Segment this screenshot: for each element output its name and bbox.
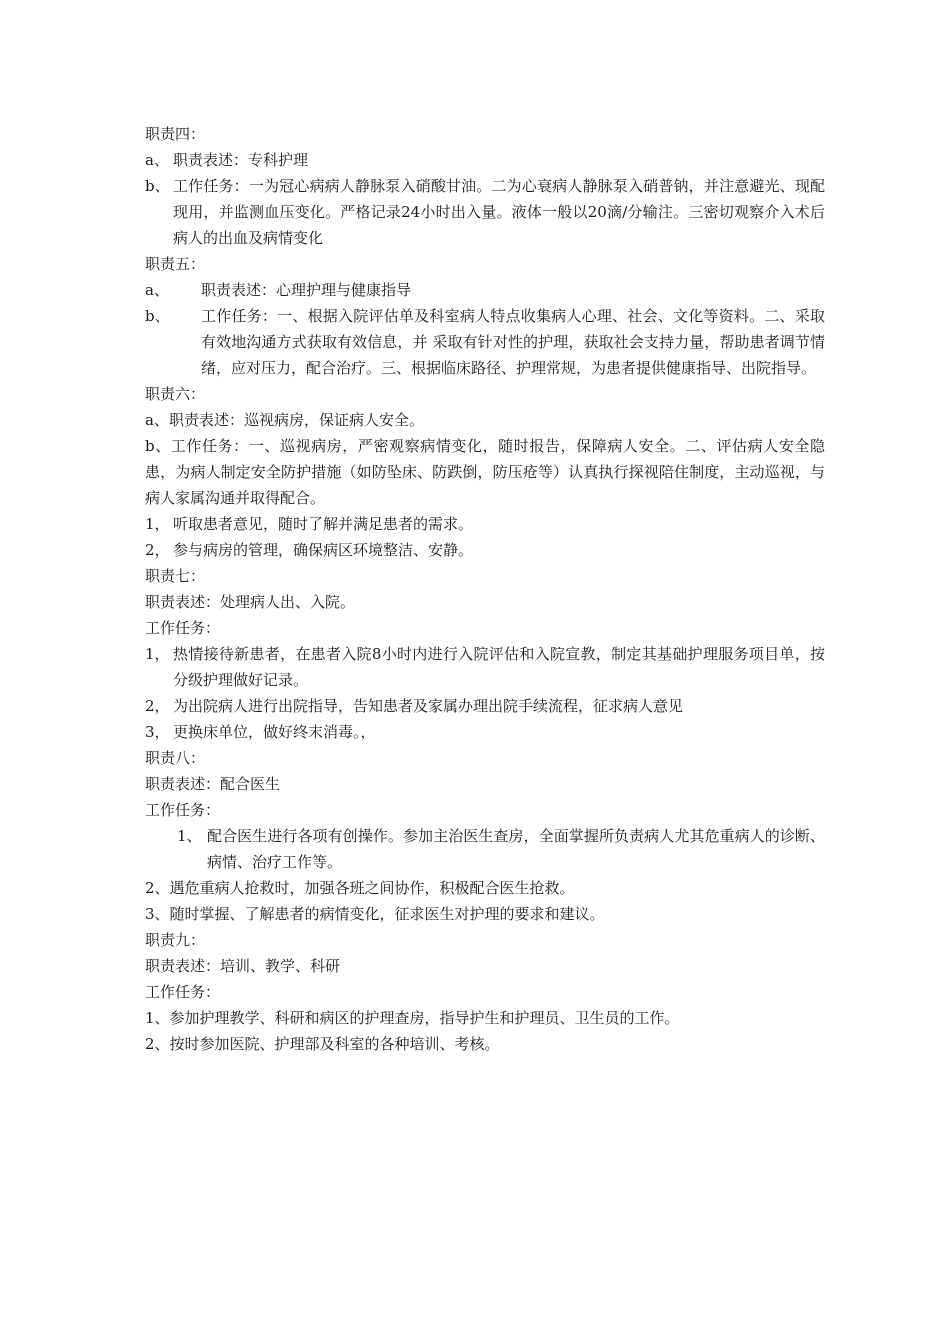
list-item: 3、随时掌握、了解患者的病情变化，征求医生对护理的要求和建议。 [145,905,605,923]
item-marker: 3， [145,723,170,741]
section-heading: 职责九： [145,931,206,949]
paragraph: 工作任务： [145,801,221,819]
list-item [145,641,825,693]
paragraph: 职责表述：培训、教学、科研 [145,957,341,975]
item-text: 热情接待新患者，在患者入院8小时内进行入院评估和入院宣教，制定其基础护理服务项目单，按分级护理做好记录。 [173,645,825,689]
paragraph: a、职责表述：巡视病房，保证病人安全。 [145,411,424,429]
list-item [145,719,825,745]
item-text: 工作任务：一为冠心病病人静脉泵入硝酸甘油。二为心衰病人静脉泵入硝普钠，并注意避光、现配现用，并监测血压变化。严格记录24小时出入量。液体一般以20滴/分输注。三密切观察介入术后病人的出血及病情变化 [173,177,825,247]
section-heading: 职责七： [145,567,206,585]
list-item: 2、遇危重病人抢救时，加强各班之间协作，积极配合医生抢救。 [145,879,575,897]
paragraph: 工作任务： [145,983,221,1001]
list-item [145,823,825,875]
list-item [145,147,825,173]
item-marker: 1， [145,515,170,533]
section-heading: 职责八： [145,749,206,767]
item-text: 配合医生进行各项有创操作。参加主治医生查房，全面掌握所负责病人尤其危重病人的诊断、病情、治疗工作等。 [207,827,825,871]
paragraph: 工作任务： [145,619,221,637]
item-text: 工作任务：一、根据入院评估单及科室病人特点收集病人心理、社会、文化等资料。二、采取有效地沟通方式获取有效信息，并 采取有针对性的护理，获取社会支持力量，帮助患者调节情绪，应对压力，配合治疗。三、根据临床路径、护理常规，为患者提供健康指导、出院指导。 [201,307,825,377]
list-item: 1、参加护理教学、科研和病区的护理查房，指导护生和护理员、卫生员的工作。 [145,1009,680,1027]
list-item [145,277,825,303]
list-item [145,303,825,381]
list-item: 2、按时参加医院、护理部及科室的各种培训、考核。 [145,1035,500,1053]
paragraph: 职责表述：处理病人出、入院。 [145,593,356,611]
item-text: 职责表述：心理护理与健康指导 [201,281,412,299]
list-item [145,693,825,719]
item-text: 为出院病人进行出院指导，告知患者及家属办理出院手续流程，征求病人意见 [173,697,684,715]
item-text: 听取患者意见，随时了解并满足患者的需求。 [173,515,474,533]
item-marker: a、 [145,151,169,169]
section-heading: 职责六： [145,385,206,403]
list-item [145,511,825,537]
item-marker: 1， [145,645,170,663]
item-marker: b、 [145,177,170,195]
item-marker: 1、 [177,827,202,845]
item-marker: 2， [145,541,170,559]
item-text: 参与病房的管理，确保病区环境整洁、安静。 [173,541,474,559]
paragraph: 职责表述：配合医生 [145,775,281,793]
item-marker: a、 [145,281,169,299]
paragraph-text: b、工作任务：一、巡视病房，严密观察病情变化，随时报告，保障病人安全。二、评估病人安全隐患，为病人制定安全防护措施（如防坠床、防跌倒，防压疮等）认真执行探视陪住制度，主动巡视，与病人家属沟通并取得配合。 [145,437,825,507]
section-heading: 职责五： [145,255,206,273]
item-marker: 2， [145,697,170,715]
list-item [145,537,825,563]
document-body [145,121,825,1057]
section-heading: 职责四： [145,125,206,143]
list-item [145,173,825,251]
item-text: 职责表述：专科护理 [173,151,309,169]
item-marker: b、 [145,307,170,325]
item-text: 更换床单位，做好终末消毒。， [173,723,376,741]
paragraph [145,433,825,511]
